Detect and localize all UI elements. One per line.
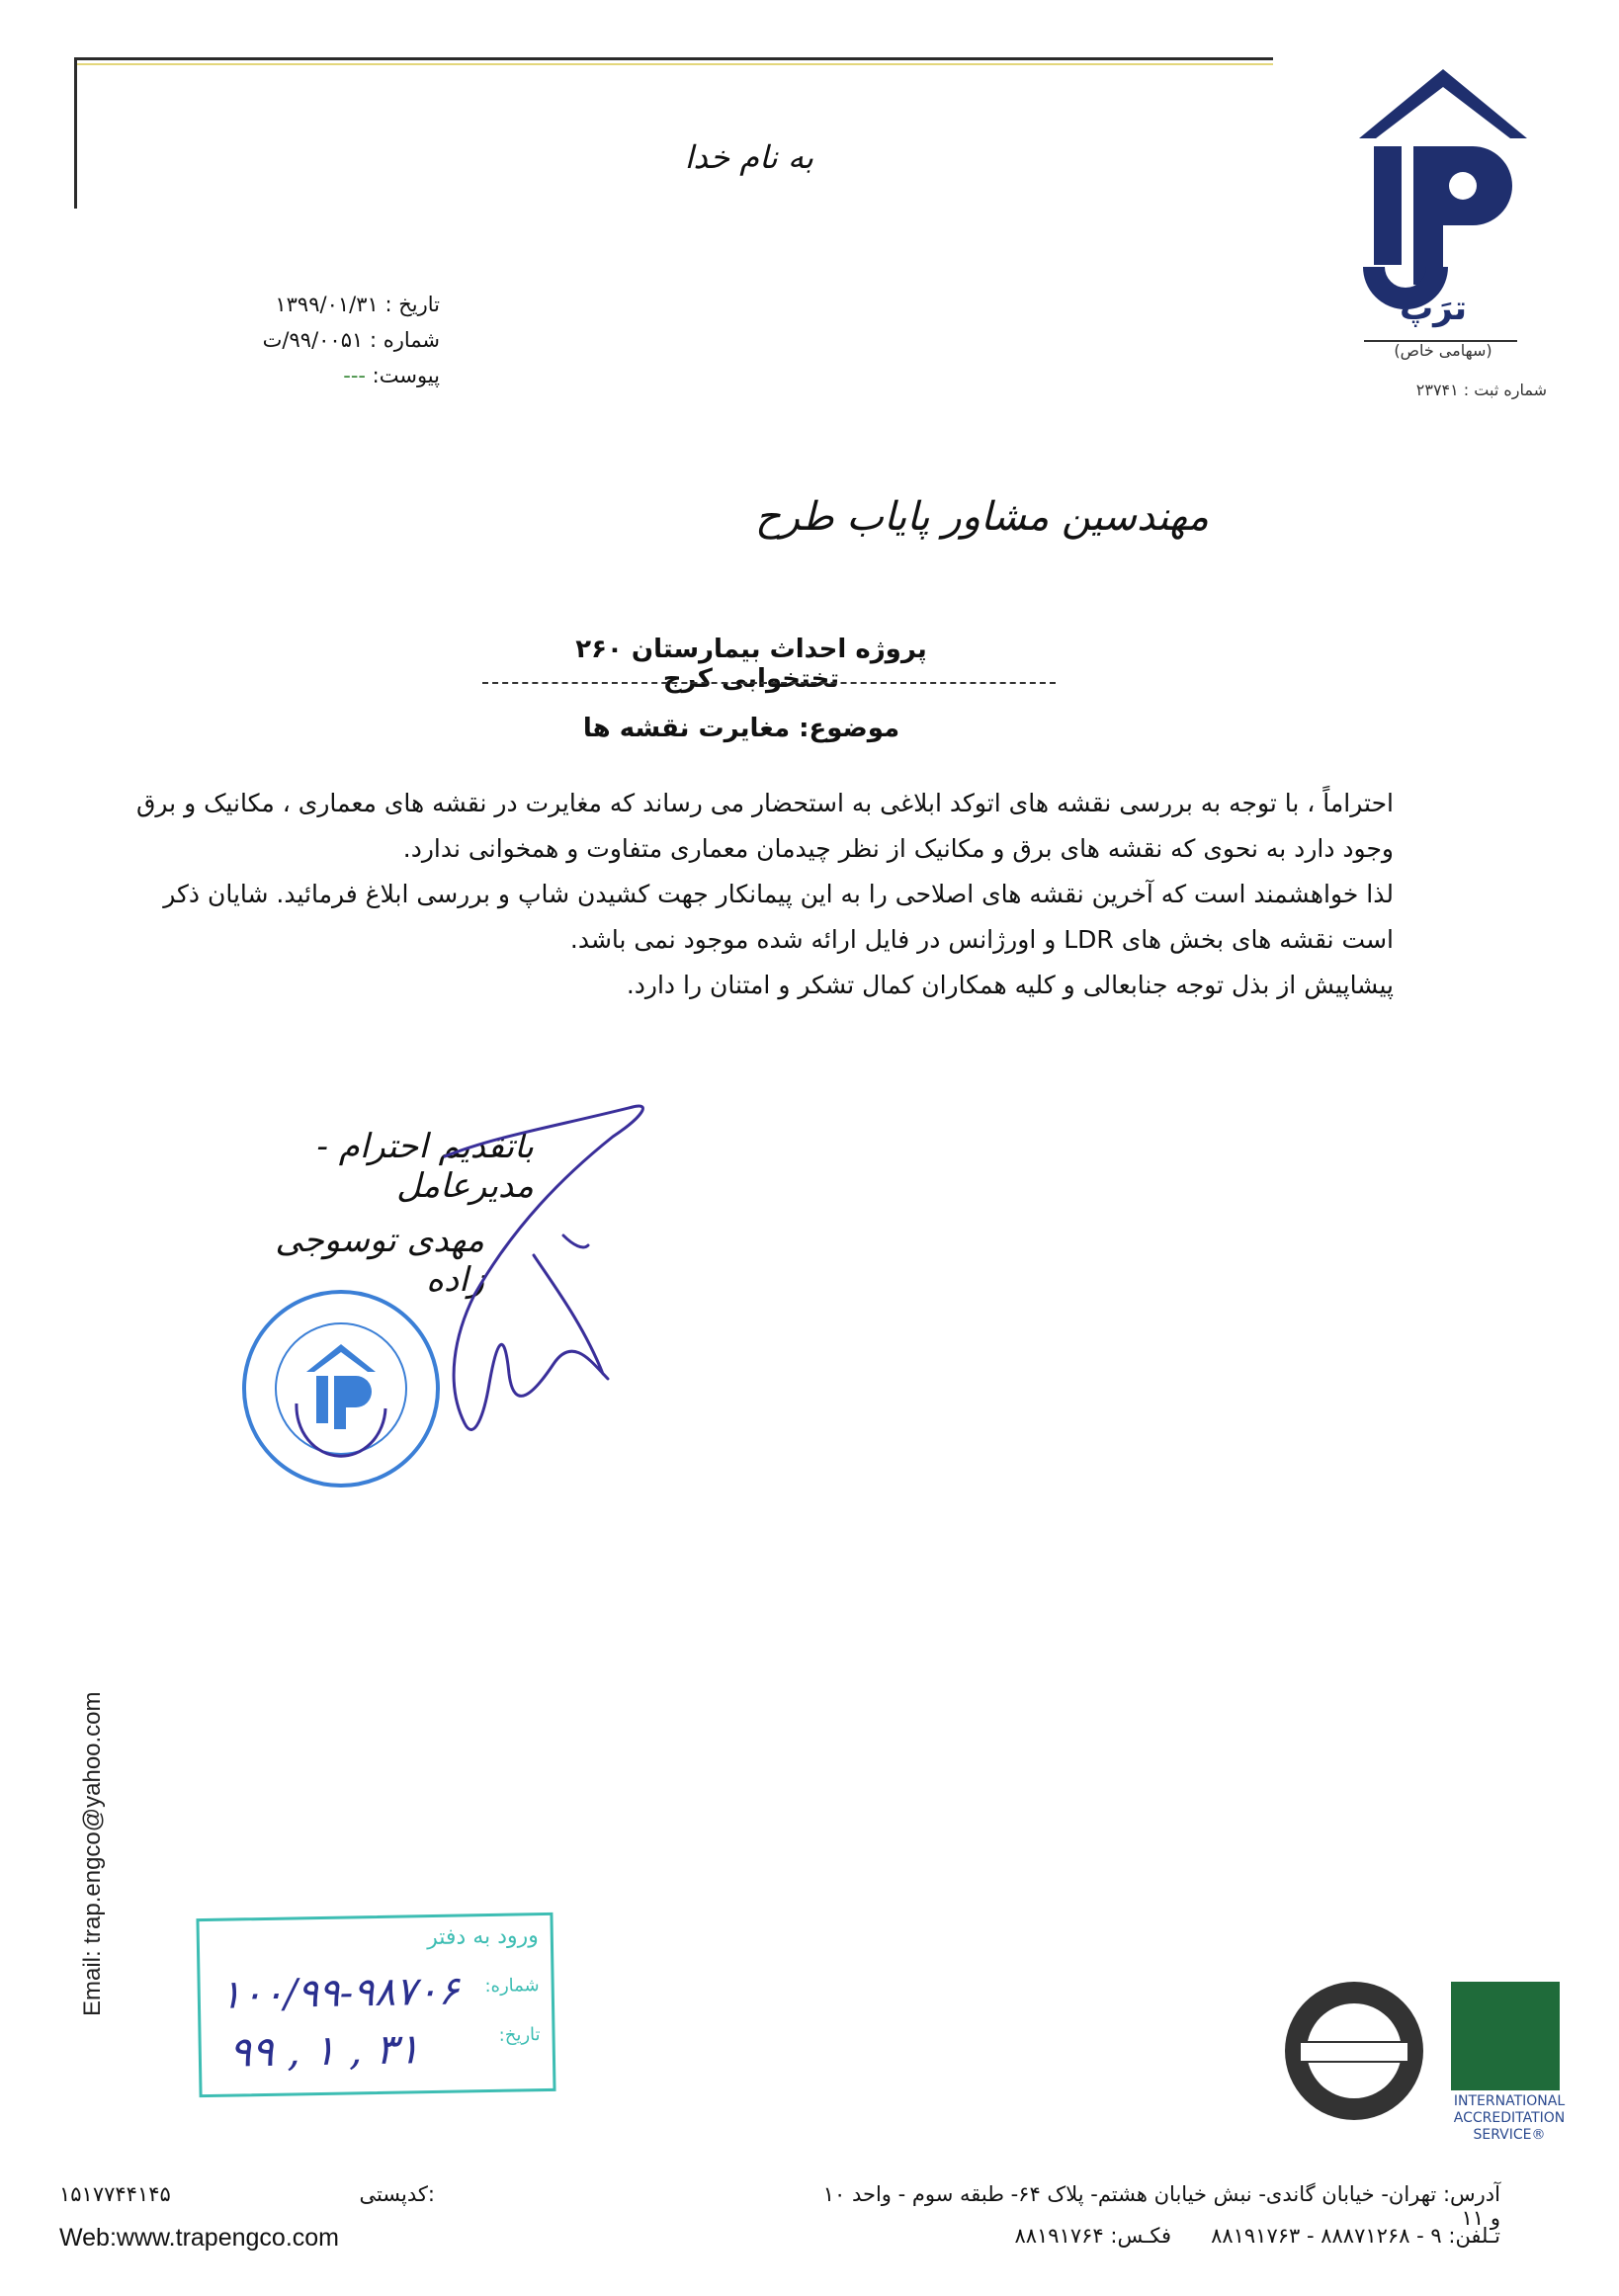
stamp-date-label: تاریخ: xyxy=(498,2024,541,2046)
number-value: ۹۹/۰۰۵۱/ت xyxy=(262,328,364,352)
stamp-date: ۹۹ , ۱ , ۳۱ xyxy=(228,2024,421,2077)
footer-postal xyxy=(59,2182,435,2206)
stamp-number: ۱۰۰/۹۹-۹۸۷۰۶ xyxy=(219,1968,461,2018)
letter-meta xyxy=(232,287,440,393)
date-row xyxy=(232,287,440,322)
receipt-stamp xyxy=(196,1913,555,2097)
closing-title: باتقدیم احترام - مدیرعامل xyxy=(316,1127,534,1206)
subject-line: موضوع: مغایرت نقشه ها xyxy=(582,714,900,743)
number-label: شماره : xyxy=(369,328,440,352)
attachment-row xyxy=(232,358,440,393)
body-paragraph: احتراماً ، با توجه به بررسی نقشه های اتوکد ابلاغی به استحضار می رساند که مغایرت در نقشه های معماری ، مکانیک و برق وجود دارد به نحوی که نقشه های برق و مکانیک از نظر چیدمان معماری متفاوت و همخوانی ندارد. xyxy=(135,789,1394,863)
ias-logo-icon xyxy=(1451,1982,1560,2090)
body-paragraph: لذا خواهشمند است که آخرین نقشه های اصلاحی را به این پیمانکار جهت کشیدن شاپ و بررسی ابلاغ فرمائید. شایان ذکر است نقشه های بخش های LDR و اورژانس در فایل ارائه شده موجود نمی باشد. xyxy=(163,880,1394,954)
footer-contact xyxy=(809,2224,1500,2248)
basmala: به نام خدا xyxy=(684,138,813,176)
logo-name: ترَپ xyxy=(1399,289,1468,328)
stamp-title: ورود به دفتر xyxy=(426,1923,540,1951)
footer-fax: فکـس: ۸۸۱۹۱۷۶۴ xyxy=(1014,2224,1171,2248)
project-title: پروژه احداث بیمارستان ۲۶۰ تختخوابی کرج xyxy=(575,635,927,694)
stamp-number-label: شماره: xyxy=(484,1975,540,1998)
attachment-value: --- xyxy=(343,364,366,387)
footer-address: آدرس: تهران- خیابان گاندی- نبش خیابان هشتم- پلاک ۶۴- طبقه سوم - واحد ۱۰ و ۱۱ xyxy=(822,2182,1500,2230)
postal-label: کدپستی: xyxy=(359,2182,435,2206)
recipient: مهندسین مشاور پایاب طرح xyxy=(754,494,1209,540)
ias-line: INTERNATIONAL xyxy=(1453,2093,1566,2109)
company-seal-icon xyxy=(237,1285,445,1492)
body-paragraph: پیشاپیش از بذل توجه جنابعالی و کلیه همکاران کمال تشکر و امتنان را دارد. xyxy=(626,971,1394,999)
logo-registration: شماره ثبت : ۲۳۷۴۱ xyxy=(1415,381,1547,399)
postal-value: ۱۵۱۷۷۴۴۱۴۵ xyxy=(59,2182,171,2206)
divider xyxy=(482,682,1056,684)
date-value: ۱۳۹۹/۰۱/۳۱ xyxy=(275,293,379,316)
logo-subtitle: (سهامی خاص) xyxy=(1394,341,1492,360)
number-row xyxy=(232,322,440,358)
signer-name: مهدی توسوجی زاده xyxy=(275,1221,484,1300)
footer-phone: تـلفن: ۹ - ۸۸۸۷۱۲۶۸ - ۸۸۱۹۱۷۶۳ xyxy=(1211,2224,1500,2248)
footer-email: Email: trap.engco@yahoo.com xyxy=(79,1691,106,2016)
footer-web: Web:www.trapengco.com xyxy=(59,2224,339,2252)
ias-caption xyxy=(1435,2093,1583,2144)
attachment-label: پیوست: xyxy=(372,364,440,387)
ias-line: ACCREDITATION xyxy=(1453,2110,1566,2126)
signature-icon xyxy=(415,1097,692,1473)
date-label: تاریخ : xyxy=(384,293,440,316)
certified-management-system-icon xyxy=(1280,1977,1428,2125)
letter-body xyxy=(109,781,1394,1008)
header-frame-line xyxy=(74,57,1273,209)
ias-line: SERVICE® xyxy=(1473,2127,1546,2143)
